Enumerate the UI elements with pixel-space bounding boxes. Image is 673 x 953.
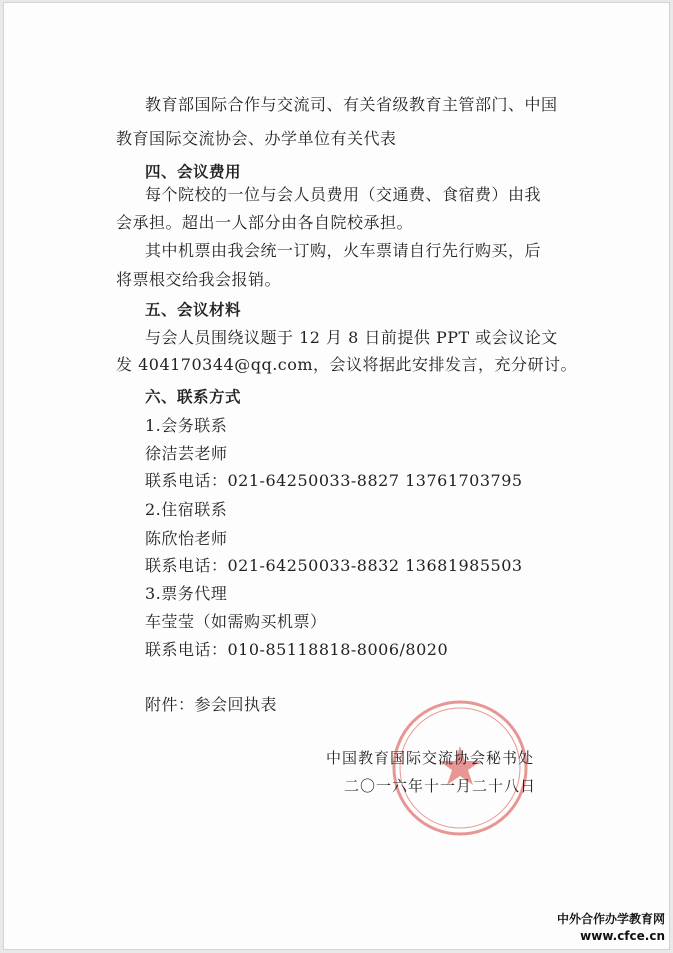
contact-item-2: 2.住宿联系 bbox=[145, 500, 228, 519]
watermark-name: 中外合作办学教育网 bbox=[556, 912, 665, 926]
body-line-5: 会承担。超出一人部分由各自院校承担。 bbox=[116, 213, 414, 232]
contact-phone-3: 联系电话：010-85118818-8006/8020 bbox=[145, 640, 449, 659]
body-line-2: 教育国际交流协会、办学单位有关代表 bbox=[116, 129, 397, 148]
section-heading-materials: 五、会议材料 bbox=[145, 301, 242, 319]
document-page bbox=[4, 3, 669, 949]
body-line-4: 每个院校的一位与会人员费用（交通费、食宿费）由我 bbox=[145, 185, 542, 204]
body-line-10: 发 404170344@qq.com，会议将据此安排发言，充分研讨。 bbox=[116, 355, 578, 374]
attachment-note: 附件：参会回执表 bbox=[145, 695, 278, 714]
contact-name-2: 陈欣怡老师 bbox=[145, 529, 228, 548]
signature-organization: 中国教育国际交流协会秘书处 bbox=[326, 749, 535, 767]
site-watermark bbox=[557, 911, 665, 945]
section-heading-fees: 四、会议费用 bbox=[145, 163, 242, 181]
section-heading-contact: 六、联系方式 bbox=[145, 388, 242, 406]
official-seal bbox=[390, 698, 530, 838]
contact-phone-1: 联系电话：021-64250033-8827 13761703795 bbox=[145, 471, 523, 490]
signature-date: 二〇一六年十一月二十八日 bbox=[344, 777, 537, 795]
body-line-7: 将票根交给我会报销。 bbox=[116, 270, 282, 289]
contact-name-3: 车莹莹（如需购买机票） bbox=[145, 612, 327, 631]
contact-name-1: 徐洁芸老师 bbox=[145, 444, 228, 463]
contact-phone-2: 联系电话：021-64250033-8832 13681985503 bbox=[145, 556, 523, 575]
contact-item-1: 1.会务联系 bbox=[145, 416, 228, 435]
body-line-6: 其中机票由我会统一订购，火车票请自行先行购买，后 bbox=[145, 241, 542, 260]
body-line-1: 教育部国际合作与交流司、有关省级教育主管部门、中国 bbox=[145, 95, 558, 114]
contact-item-3: 3.票务代理 bbox=[145, 584, 228, 603]
watermark-url: www.cfce.cn bbox=[580, 929, 665, 943]
body-line-9: 与会人员围绕议题于 12 月 8 日前提供 PPT 或会议论文 bbox=[145, 328, 558, 347]
